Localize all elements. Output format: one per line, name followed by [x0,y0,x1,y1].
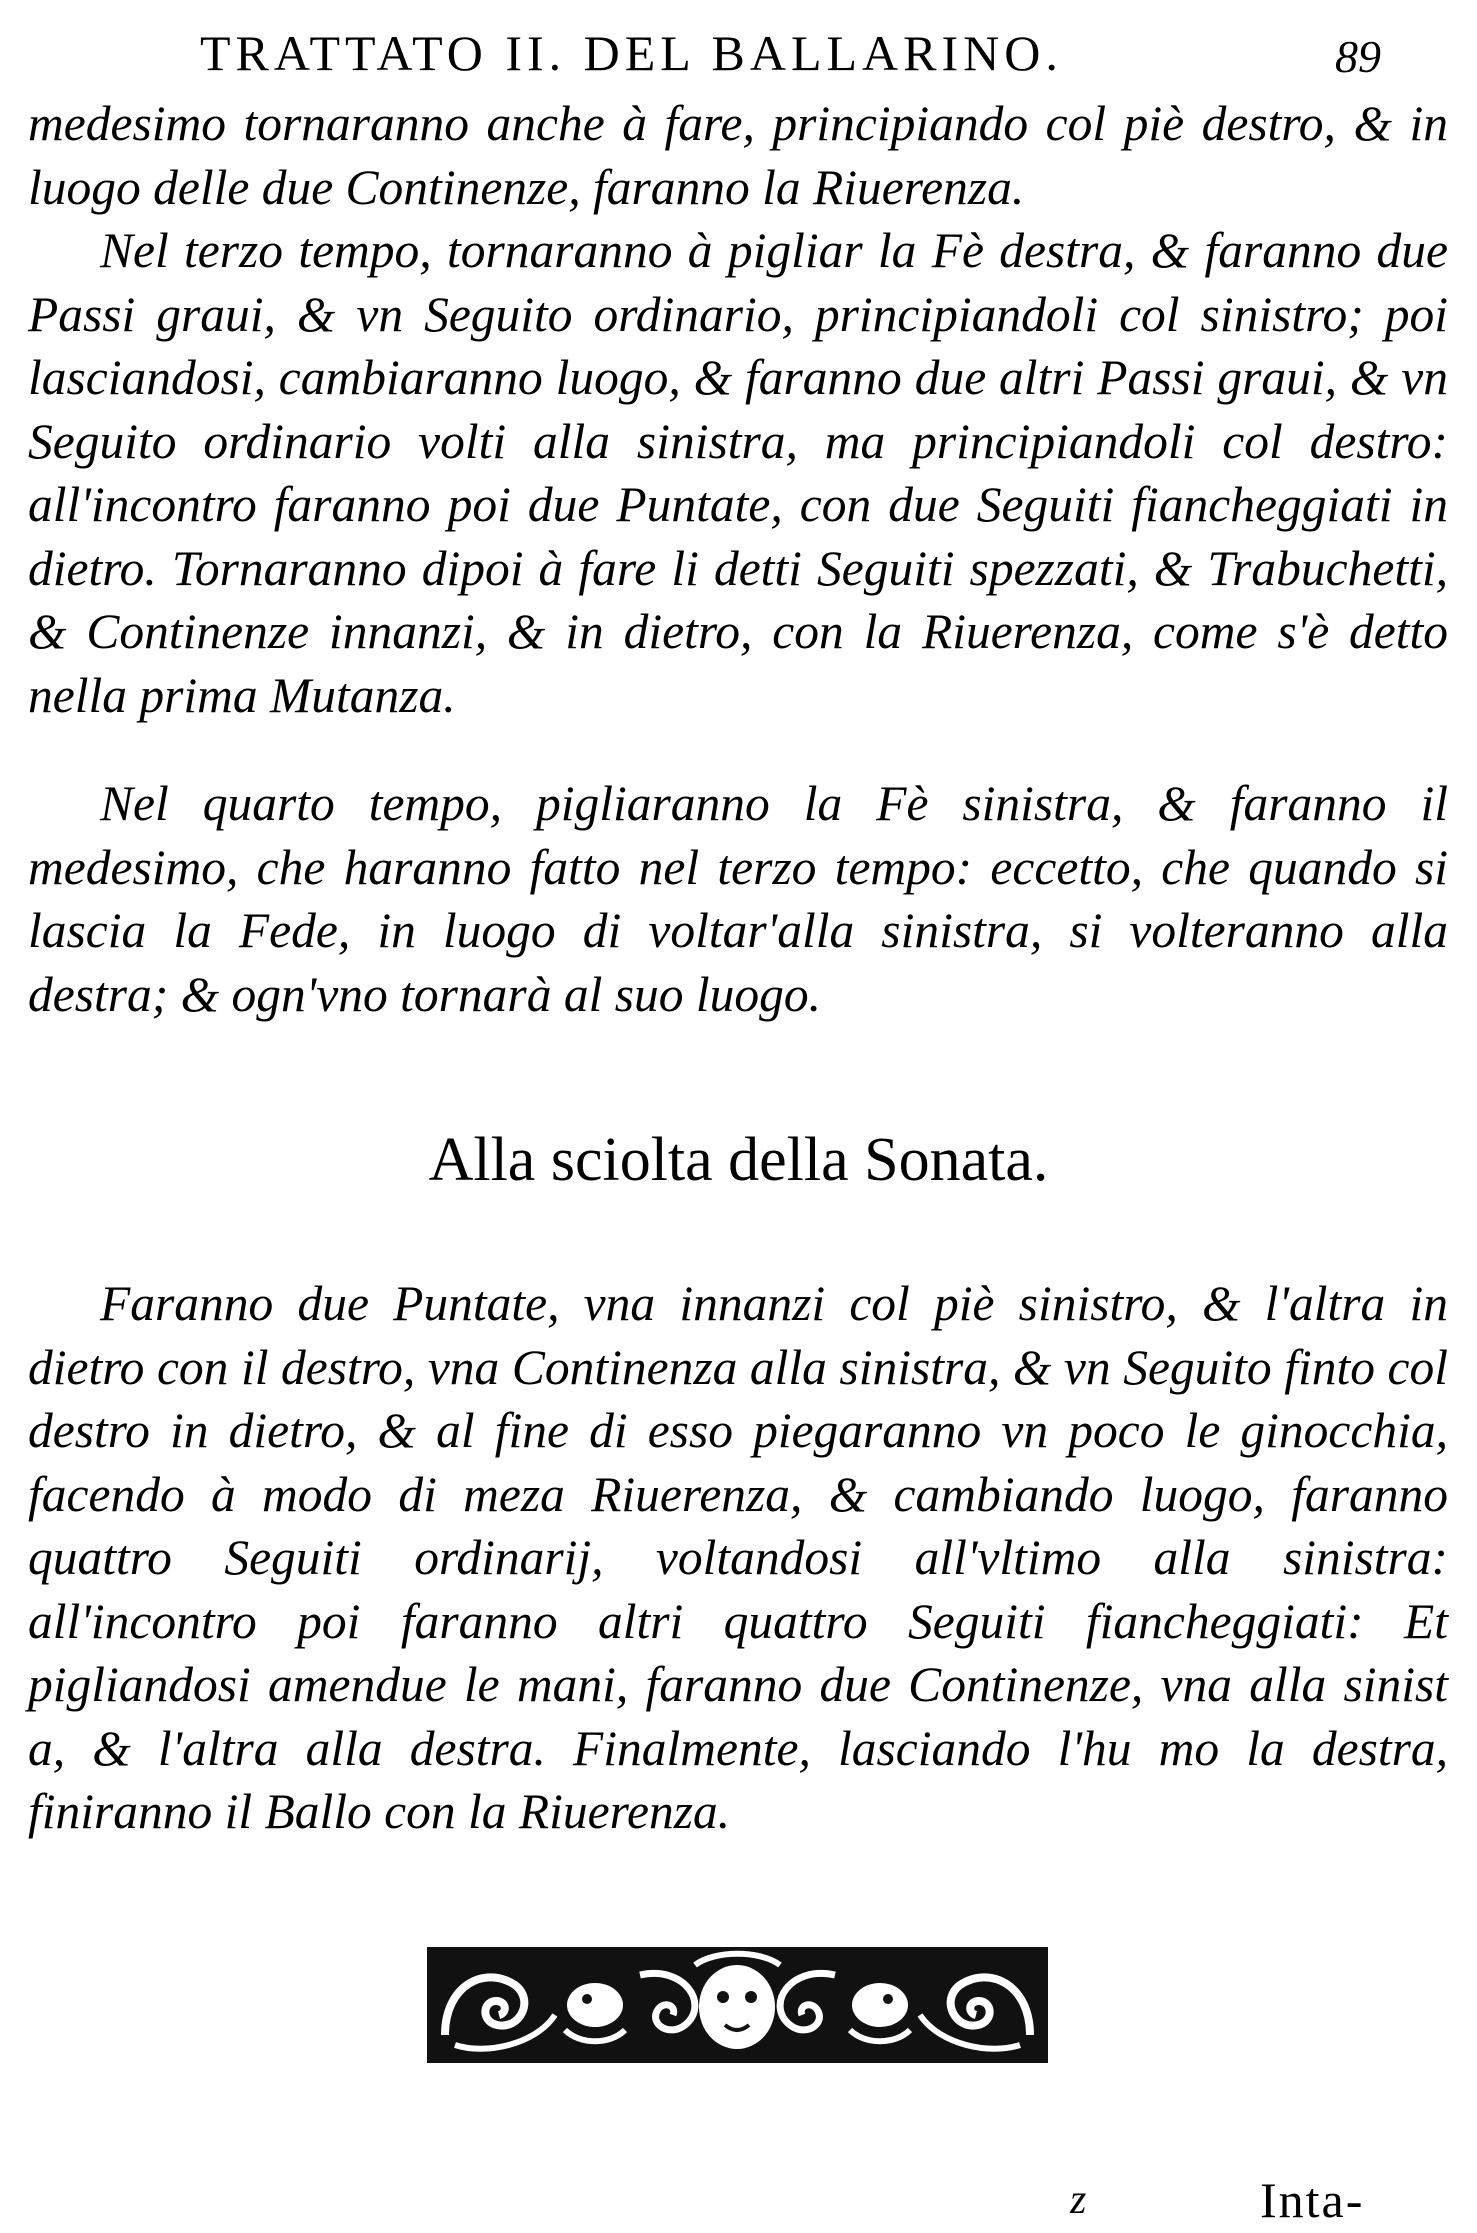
signature-mark: z [1070,2177,1087,2223]
text-block-after [28,1272,1448,1844]
catchword: Inta- [1260,2172,1365,2228]
paragraph-3: Nel quarto tempo, pigliaranno la Fè sinistra, & faranno il medesimo, che haranno fatto nel terzo tempo: eccetto, che quando si lascia la Fede, in luogo di voltar'alla sinistra, si volteranno alla destra; & ogn'vno tornarà al suo luogo. [28,776,1448,1022]
text-block-middle [28,772,1448,1026]
footer-catchwords [1070,2170,1450,2230]
page-number: 89 [1335,31,1381,82]
running-title: TRATTATO II. DEL BALLARINO. [200,25,1063,81]
paragraph-2: Nel terzo tempo, tornaranno à pigliar la Fè destra, & faranno due Passi graui, & vn Seguito ordinario, principiandoli col sinistro; poi lasciandosi, cambiaranno luogo, & faranno due altri Passi graui, & vn Seguito ordinario volti alla sinistra, ma principiandoli col destro: all'incontro faranno poi due Puntate, con due Seguiti fiancheggiati in dietro. Tornaranno dipoi à fare li detti Seguiti spezzati, & Trabuchetti, & Continenze innanzi, & in dietro, con la Riuerenza, come s'è detto nella prima Mutanza. [28,223,1448,723]
section-heading: Alla sciolta della Sonata. [428,1126,1049,1194]
woodcut-ornament-icon [425,1945,1050,2065]
text-block-before [28,92,1448,727]
paragraph-4: Faranno due Puntate, vna innanzi col piè sinistro, & l'altra in dietro con il destro, vna Continenza alla sinistra, & vn Seguito finto col destro in dietro, & al fine di esso piegaranno vn poco le ginocchia, facendo à modo di meza Riuerenza, & cambiando luogo, faranno quattro Seguiti ordinarij, voltandosi all'vltimo alla sinistra: all'incontro poi faranno altri quattro Seguiti fiancheggiati: Et pigliandosi amendue le mani, faranno due Continenze, vna alla sinist a, & l'altra alla destra. Finalmente, lasciando l'hu mo la destra, finiranno il Ballo con la Riuerenza. [28,1276,1448,1839]
paragraph-1: medesimo tornaranno anche à fare, principiando col piè destro, & in luogo delle due Continenze, faranno la Riuerenza. [28,96,1448,215]
